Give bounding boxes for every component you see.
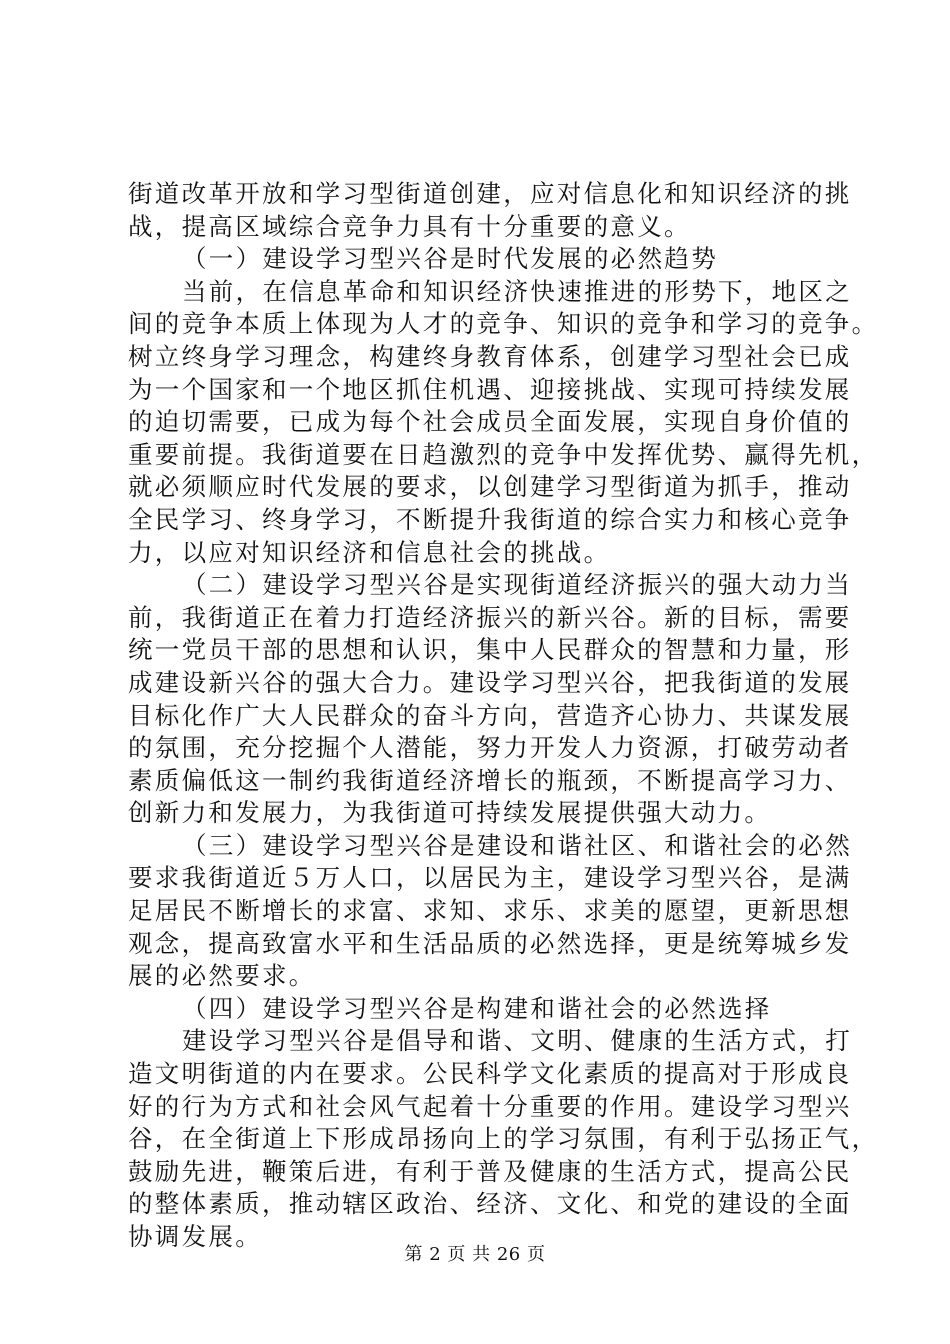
text-line: 战，提高区域综合竞争力具有十分重要的意义。 — [128, 211, 691, 241]
page-footer: 第 2 页 共 26 页 — [404, 1244, 546, 1265]
text-line: 造文明街道的内在要求。公民科学文化素质的提高对于形成良 — [128, 1059, 852, 1089]
text-line: 当前，在信息革命和知识经济快速推进的形势下，地区之 — [182, 276, 852, 306]
text-line: 足居民不断增长的求富、求知、求乐、求美的愿望，更新思想 — [128, 896, 852, 926]
text-line: 统一党员干部的思想和认识，集中人民群众的智慧和力量，形 — [128, 635, 852, 665]
text-line: 协调发展。 — [128, 1222, 262, 1251]
text-line: 创新力和发展力，为我街道可持续发展提供强大动力。 — [128, 798, 772, 828]
document-body — [128, 178, 879, 1254]
text-line: 的整体素质，推动辖区政治、经济、文化、和党的建设的全面 — [128, 1189, 852, 1219]
text-line: 成建设新兴谷的强大合力。建设学习型兴谷，把我街道的发展 — [128, 667, 852, 697]
text-line: 鼓励先进，鞭策后进，有利于普及健康的生活方式，提高公民 — [128, 1156, 852, 1186]
text-line: 的迫切需要，已成为每个社会成员全面发展，实现自身价值的 — [128, 407, 852, 437]
text-line: 目标化作广大人民群众的奋斗方向，营造齐心协力、共谋发展 — [128, 700, 852, 730]
text-line: 为一个国家和一个地区抓住机遇、迎接挑战、实现可持续发展 — [128, 374, 852, 404]
text-line: （四）建设学习型兴谷是构建和谐社会的必然选择 — [182, 993, 772, 1023]
text-line: 街道改革开放和学习型街道创建，应对信息化和知识经济的挑 — [128, 179, 852, 208]
text-line: 谷，在全街道上下形成昂扬向上的学习氛围，有利于弘扬正气， — [128, 1124, 879, 1154]
text-line: 观念，提高致富水平和生活品质的必然选择，更是统筹城乡发 — [128, 928, 852, 958]
text-line: 展的必然要求。 — [128, 961, 316, 991]
text-line: （三）建设学习型兴谷是建设和谐社区、和谐社会的必然 — [182, 830, 852, 860]
text-line: 好的行为方式和社会风气起着十分重要的作用。建设学习型兴 — [128, 1091, 852, 1121]
text-line: 就必须顺应时代发展的要求，以创建学习型街道为抓手，推动 — [128, 472, 852, 502]
text-line: 力，以应对知识经济和信息社会的挑战。 — [128, 537, 611, 567]
text-line: 重要前提。我街道要在日趋激烈的竞争中发挥优势、赢得先机， — [128, 439, 879, 469]
text-line: （一）建设学习型兴谷是时代发展的必然趋势 — [182, 244, 718, 274]
text-line: 树立终身学习理念，构建终身教育体系，创建学习型社会已成 — [128, 341, 852, 371]
text-line: 要求我街道近５万人口，以居民为主，建设学习型兴谷，是满 — [128, 863, 852, 893]
text-line: （二）建设学习型兴谷是实现街道经济振兴的强大动力当 — [182, 570, 852, 600]
text-line: 的氛围，充分挖掘个人潜能，努力开发人力资源，打破劳动者 — [128, 733, 852, 763]
text-line: 建设学习型兴谷是倡导和谐、文明、健康的生活方式，打 — [182, 1026, 852, 1056]
text-line: 间的竞争本质上体现为人才的竞争、知识的竞争和学习的竞争。 — [128, 309, 879, 339]
text-line: 前，我街道正在着力打造经济振兴的新兴谷。新的目标，需要 — [128, 602, 852, 632]
text-line: 素质偏低这一制约我街道经济增长的瓶颈，不断提高学习力、 — [128, 765, 852, 795]
text-line: 全民学习、终身学习，不断提升我街道的综合实力和核心竞争 — [128, 504, 852, 534]
